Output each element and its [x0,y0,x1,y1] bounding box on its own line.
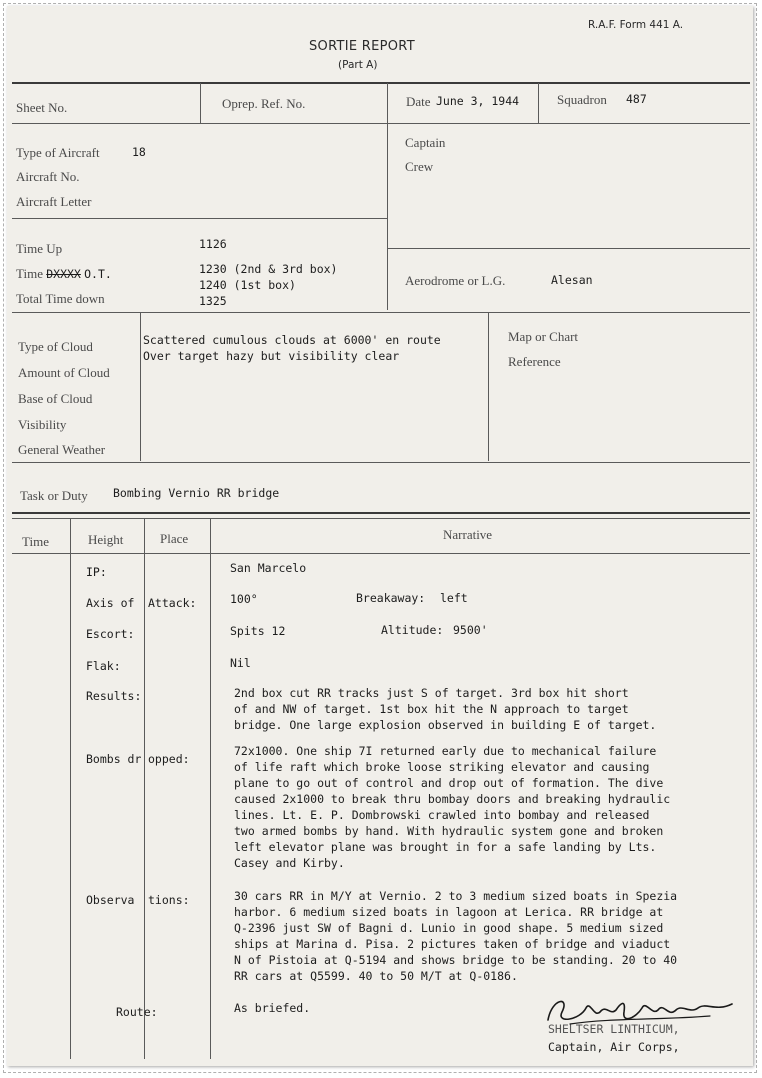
col-narrative-header: Narrative [443,527,493,542]
axis-label-b: Attack: [148,596,197,610]
weather-label-2: Base of Cloud [18,391,93,406]
col-divider-time [70,519,71,1059]
results-line: of and NW of target. 1st box hit the N approach to target [234,702,629,716]
date-label: Date [406,94,431,109]
weather-text-1: Scattered cumulous clouds at 6000' en route [143,333,441,347]
col-divider-place [210,519,211,1059]
breakaway-value: left [440,591,468,605]
rule-top [12,82,750,84]
observations-line: ships at Marina d. Pisa. 2 pictures taken of bridge and viaduct [234,937,671,951]
weather-label-1: Amount of Cloud [18,365,110,380]
observations-line: 30 cars RR in M/Y at Vernio. 2 to 3 medium sized boats in Spezia [234,889,678,903]
bombs-line: of life raft which broke loose striking elevator and causing [234,760,650,774]
task-value: Bombing Vernio RR bridge [113,486,280,500]
divider-sheet [200,83,201,123]
time-ot-suffix: O.T. [84,267,112,281]
total-time-text: Total Time [16,291,73,306]
col-height-header: Height [88,532,124,547]
observations-line: Q-2396 just SW of Bagni d. Lunio in good shape. 5 medium sized [234,921,664,935]
document-title: SORTIE REPORT [309,39,415,54]
signature-rank: Captain, Air Corps, [548,1040,680,1054]
observations-line: harbor. 6 medium sized boats in lagoon at Lerica. RR bridge at [234,905,664,919]
aircraft-type-value: 18 [132,145,146,159]
observations-text [234,888,677,984]
results-line: bridge. One large explosion observed in building E of target. [234,718,657,732]
observations-line: RR cars at Q5599. 40 to 50 M/T at Q-0186. [234,969,518,983]
rule-header [12,123,750,124]
aircraft-type-label: Type of Aircraft [16,145,100,160]
signature-typed-name: SHELTSER LINTHICUM, [548,1022,680,1036]
sheet-no-label: Sheet No. [16,100,68,115]
reference-label: Reference [508,354,561,369]
rule-table-header [12,553,750,554]
bombs-line: two armed bombs by hand. With hydraulic system gone and broken [234,824,664,838]
observations-line: N of Pistoia at Q-5194 and shows bridge to be standing. 20 to 40 [234,953,678,967]
altitude-value: 9500' [453,623,488,637]
time-ot-prefix: Time [16,266,43,281]
escort-label: Escort: [86,627,135,641]
total-time-suffix: down [75,291,105,306]
rule-weather [12,462,750,463]
bombs-line: caused 2x1000 to break thru bombay doors and breaking hydraulic [234,792,671,806]
aerodrome-label: Aerodrome or L.G. [405,273,506,288]
document-subtitle: (Part A) [338,59,378,71]
ip-value: San Marcelo [230,561,307,575]
struck-text: DXXXX [46,267,81,281]
observations-label-b: tions: [148,893,190,907]
col-divider-height [144,519,145,1059]
results-line: 2nd box cut RR tracks just S of target. 3rd box hit short [234,686,629,700]
time-ot-value-1: 1230 (2nd & 3rd box) [199,262,338,276]
results-label: Results: [86,689,142,703]
task-label: Task or Duty [20,488,88,503]
divider-map [488,313,489,461]
weather-label-3: Visibility [18,417,67,432]
aircraft-no-label: Aircraft No. [16,169,80,184]
time-ot-value-2: 1240 (1st box) [199,278,296,292]
divider-center-upper [387,83,388,310]
bombs-line: left elevator plane was brought in for a safe landing by Lts. [234,840,657,854]
bombs-line: lines. Lt. E. P. Dombrowski crawled into bombay and released [234,808,650,822]
weather-label-0: Type of Cloud [18,339,93,354]
bombs-text [234,743,670,871]
crew-label: Crew [405,159,434,174]
weather-label-4: General Weather [18,442,106,457]
flak-value: Nil [230,656,251,670]
escort-value: Spits 12 [230,624,286,638]
col-time-header: Time [22,534,49,549]
rule-crew [387,248,750,249]
rule-task [12,512,750,514]
aerodrome-value: Alesan [551,273,593,287]
route-value: As briefed. [234,1001,311,1015]
route-label: Route: [116,1005,158,1019]
captain-label: Captain [405,135,446,150]
weather-text-2: Over target hazy but visibility clear [143,349,400,363]
divider-squadron [538,83,539,123]
bombs-label-a: Bombs dr [86,752,142,766]
bombs-line: plane to go out of control and drop out of formation. The dive [234,776,664,790]
results-text [234,685,656,733]
rule-table-top [12,518,750,519]
date-value: June 3, 1944 [436,94,520,108]
rule-aircraft [12,218,388,219]
col-place-header: Place [160,531,189,546]
form-id: R.A.F. Form 441 A. [588,19,684,31]
bombs-label-b: opped: [148,752,190,766]
axis-label-a: Axis of [86,596,135,610]
total-time-label [16,292,105,306]
bombs-line: Casey and Kirby. [234,856,345,870]
bombs-line: 72x1000. One ship 7I returned early due to mechanical failure [234,744,657,758]
time-ot-label [16,267,112,281]
time-up-label: Time Up [16,241,63,256]
divider-weather-labels [140,313,141,461]
axis-value: 100° [230,592,258,606]
flak-label: Flak: [86,659,121,673]
ip-label: IP: [86,565,107,579]
total-time-value: 1325 [199,294,227,308]
aircraft-letter-label: Aircraft Letter [16,194,92,209]
squadron-label: Squadron [557,92,607,107]
observations-label-a: Observa [86,893,135,907]
breakaway-label: Breakaway: [356,591,426,605]
rule-times [12,312,750,313]
time-up-value: 1126 [199,237,227,251]
oprep-label: Oprep. Ref. No. [222,96,306,111]
map-label: Map or Chart [508,329,579,344]
altitude-label: Altitude: [381,623,444,637]
squadron-value: 487 [626,92,647,106]
